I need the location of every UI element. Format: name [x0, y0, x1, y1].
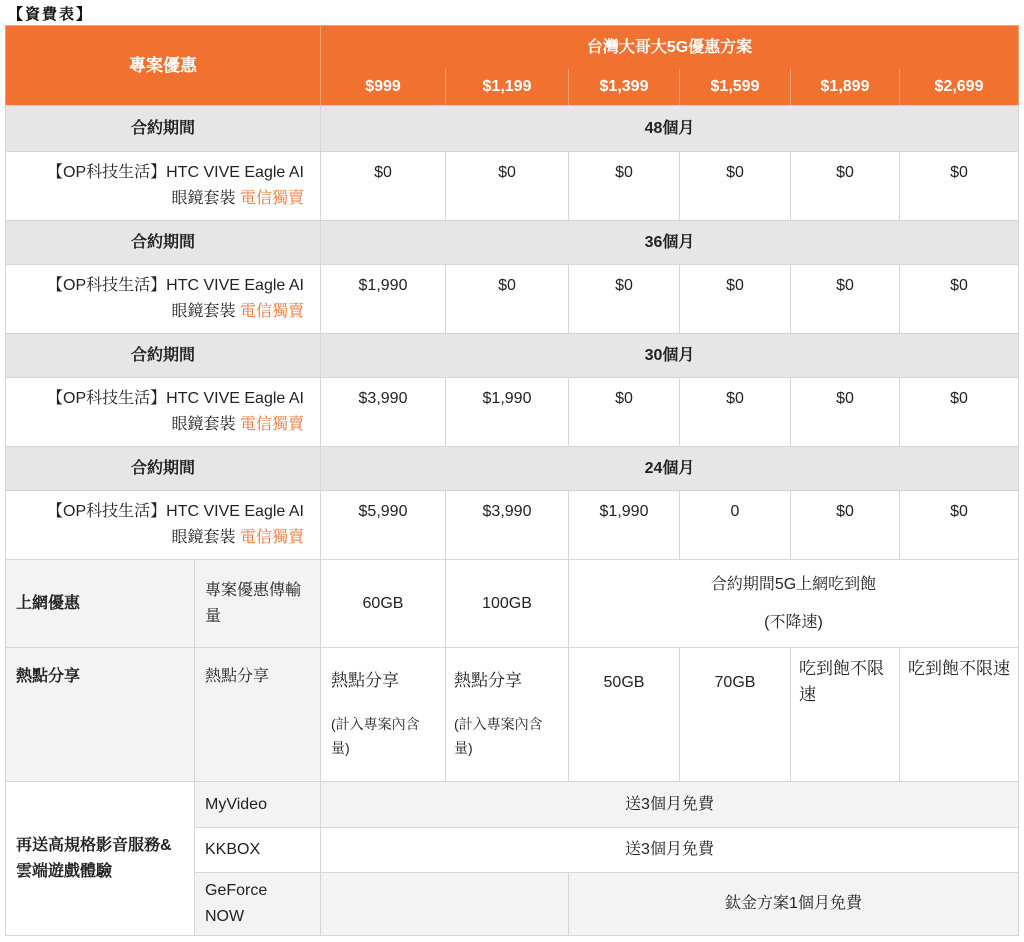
price-header: $999	[320, 69, 446, 106]
device-label: 【OP科技生活】HTC VIVE Eagle AI 眼鏡套裝 電信獨賣	[5, 490, 321, 560]
price-cell: $0	[790, 151, 900, 221]
service-empty	[320, 872, 569, 936]
plan-title: 台灣大哥大5G優惠方案	[320, 25, 1019, 70]
price-cell: $0	[790, 490, 900, 560]
price-header: $1,899	[790, 69, 900, 106]
exclusive-tag: 電信獨賣	[239, 529, 304, 546]
price-header: $1,399	[568, 69, 680, 106]
contract-label: 合約期間	[5, 333, 321, 378]
price-cell: $0	[445, 264, 569, 334]
data-sublabel: 專案優惠傳輸量	[194, 559, 321, 648]
service-name: GeForce NOW	[194, 872, 321, 936]
service-offer: 送3個月免費	[320, 781, 1019, 828]
price-cell: $3,990	[445, 490, 569, 560]
device-label: 【OP科技生活】HTC VIVE Eagle AI 眼鏡套裝 電信獨賣	[5, 377, 321, 447]
service-offer: 鈦金方案1個月免費	[568, 872, 1019, 936]
price-cell: $0	[679, 377, 791, 447]
price-cell: $1,990	[320, 264, 446, 334]
price-cell: $0	[568, 264, 680, 334]
price-cell: $0	[568, 151, 680, 221]
price-cell: $3,990	[320, 377, 446, 447]
price-cell: $0	[679, 151, 791, 221]
exclusive-tag: 電信獨賣	[239, 416, 304, 433]
hotspot-note: (計入專案內含量)	[454, 716, 543, 756]
price-cell: $0	[899, 490, 1019, 560]
media-label: 再送高規格影音服務&雲端遊戲體驗	[5, 781, 195, 936]
data-value: 100GB	[445, 559, 569, 648]
device-label: 【OP科技生活】HTC VIVE Eagle AI 眼鏡套裝 電信獨賣	[5, 151, 321, 221]
price-header: $1,199	[445, 69, 569, 106]
hotspot-value: 吃到飽不限速	[790, 647, 900, 782]
hotspot-value: 吃到飽不限速	[899, 647, 1019, 782]
price-cell: $0	[679, 264, 791, 334]
price-cell: 0	[679, 490, 791, 560]
hotspot-cell: 熱點分享 (計入專案內含量)	[445, 647, 569, 782]
price-cell: $5,990	[320, 490, 446, 560]
device-label: 【OP科技生活】HTC VIVE Eagle AI 眼鏡套裝 電信獨賣	[5, 264, 321, 334]
price-header: $2,699	[899, 69, 1019, 106]
contract-months: 24個月	[320, 446, 1019, 491]
price-cell: $0	[790, 264, 900, 334]
hotspot-note: (計入專案內含量)	[331, 716, 420, 756]
exclusive-tag: 電信獨賣	[239, 303, 304, 320]
price-cell: $0	[899, 377, 1019, 447]
table-title: 【資費表】	[8, 5, 94, 23]
data-label: 上網優惠	[5, 559, 195, 648]
exclusive-tag: 電信獨賣	[239, 190, 304, 207]
price-cell: $0	[568, 377, 680, 447]
contract-months: 48個月	[320, 105, 1019, 152]
hotspot-cell: 熱點分享 (計入專案內含量)	[320, 647, 446, 782]
contract-months: 30個月	[320, 333, 1019, 378]
contract-label: 合約期間	[5, 446, 321, 491]
contract-label: 合約期間	[5, 105, 321, 152]
contract-months: 36個月	[320, 220, 1019, 265]
price-cell: $1,990	[568, 490, 680, 560]
data-value: 60GB	[320, 559, 446, 648]
service-name: KKBOX	[194, 827, 321, 873]
contract-label: 合約期間	[5, 220, 321, 265]
price-cell: $0	[899, 151, 1019, 221]
header-promo-label: 專案優惠	[5, 25, 321, 106]
hotspot-value: 70GB	[679, 647, 791, 782]
price-header: $1,599	[679, 69, 791, 106]
price-cell: $0	[320, 151, 446, 221]
price-cell: $0	[790, 377, 900, 447]
hotspot-value: 50GB	[568, 647, 680, 782]
service-name: MyVideo	[194, 781, 321, 828]
hotspot-sublabel: 熱點分享	[194, 647, 321, 782]
service-offer: 送3個月免費	[320, 827, 1019, 873]
data-unlimited: 合約期間5G上網吃到飽 (不降速)	[568, 559, 1019, 648]
price-cell: $1,990	[445, 377, 569, 447]
price-cell: $0	[445, 151, 569, 221]
price-cell: $0	[899, 264, 1019, 334]
hotspot-label: 熱點分享	[5, 647, 195, 782]
